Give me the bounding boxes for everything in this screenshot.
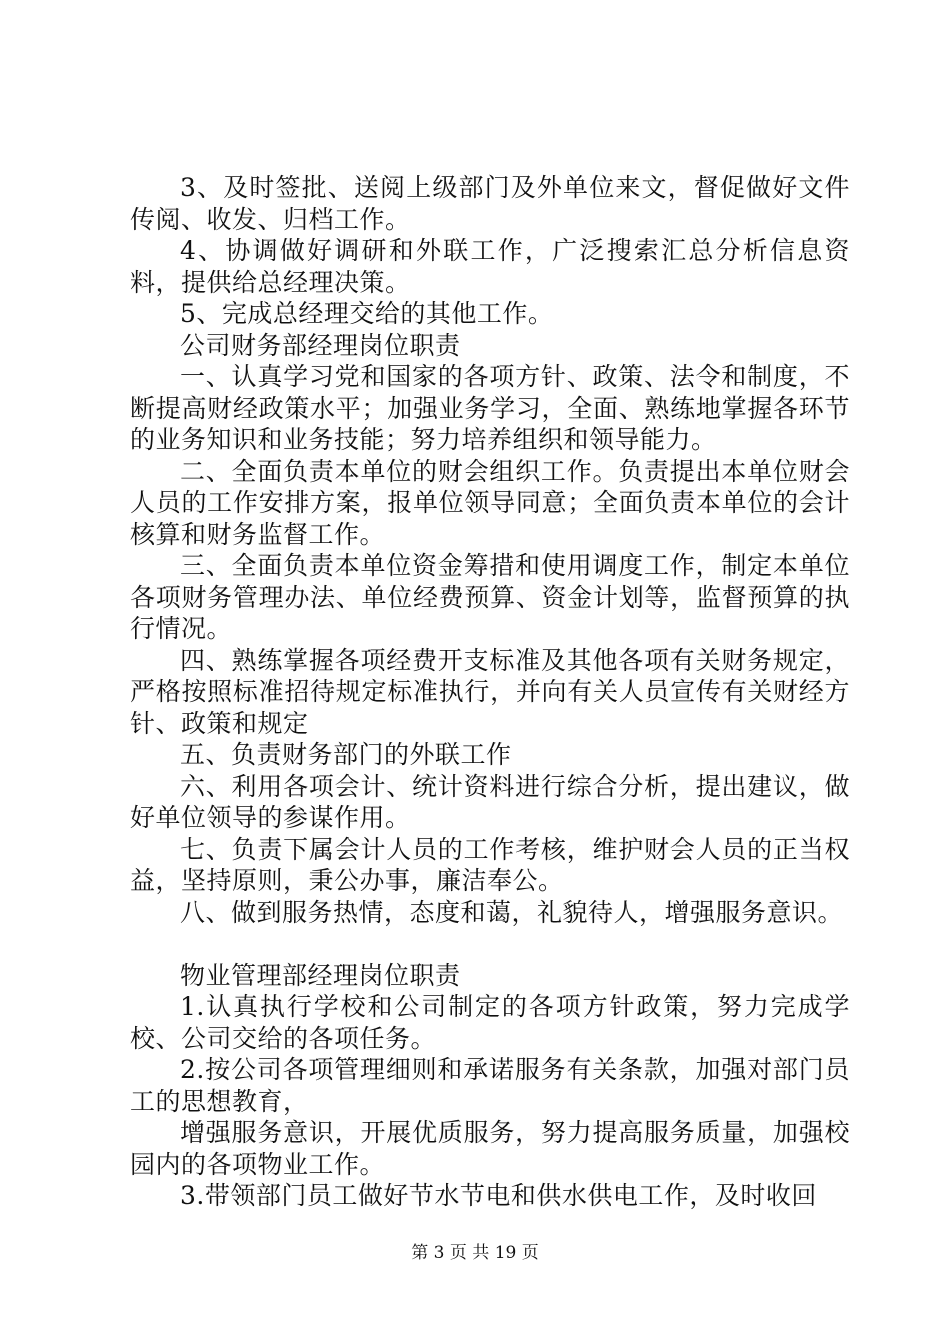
paragraph: 增强服务意识，开展优质服务，努力提高服务质量，加强校园内的各项物业工作。 [130, 1118, 850, 1179]
paragraph: 七、负责下属会计人员的工作考核，维护财会人员的正当权益，坚持原则，秉公办事，廉洁奉公。 [130, 834, 850, 895]
paragraph: 3、及时签批、送阅上级部门及外单位来文，督促做好文件传阅、收发、归档工作。 [130, 173, 850, 234]
page-footer: 第 3 页 共 19 页 [411, 1243, 539, 1263]
section-heading: 物业管理部经理岗位职责 [180, 960, 461, 990]
paragraph: 一、认真学习党和国家的各项方针、政策、法令和制度，不断提高财经政策水平；加强业务学习，全面、熟练地掌握各环节的业务知识和业务技能；努力培养组织和领导能力。 [130, 362, 850, 454]
paragraph: 六、利用各项会计、统计资料进行综合分析，提出建议，做好单位领导的参谋作用。 [130, 771, 850, 832]
paragraph: 4、协调做好调研和外联工作，广泛搜索汇总分析信息资料，提供给总经理决策。 [130, 236, 850, 297]
document-body [130, 172, 850, 1212]
paragraph: 四、熟练掌握各项经费开支标准及其他各项有关财务规定，严格按照标准招待规定标准执行，并向有关人员宣传有关财经方针、政策和规定 [130, 645, 850, 738]
paragraph: 二、全面负责本单位的财会组织工作。负责提出本单位财会人员的工作安排方案，报单位领导同意；全面负责本单位的会计核算和财务监督工作。 [130, 456, 850, 549]
paragraph: 3.带领部门员工做好节水节电和供水供电工作，及时收回 [180, 1181, 817, 1210]
paragraph: 八、做到服务热情，态度和蔼，礼貌待人，增强服务意识。 [180, 897, 844, 927]
paragraph: 5、完成总经理交给的其他工作。 [180, 299, 554, 328]
paragraph: 2.按公司各项管理细则和承诺服务有关条款，加强对部门员工的思想教育， [130, 1055, 850, 1116]
section-heading: 公司财务部经理岗位职责 [180, 330, 461, 360]
paragraph: 三、全面负责本单位资金筹措和使用调度工作，制定本单位各项财务管理办法、单位经费预算、资金计划等，监督预算的执行情况。 [130, 551, 850, 643]
paragraph: 五、负责财务部门的外联工作 [180, 740, 512, 769]
paragraph: 1.认真执行学校和公司制定的各项方针政策，努力完成学校、公司交给的各项任务。 [130, 992, 850, 1053]
